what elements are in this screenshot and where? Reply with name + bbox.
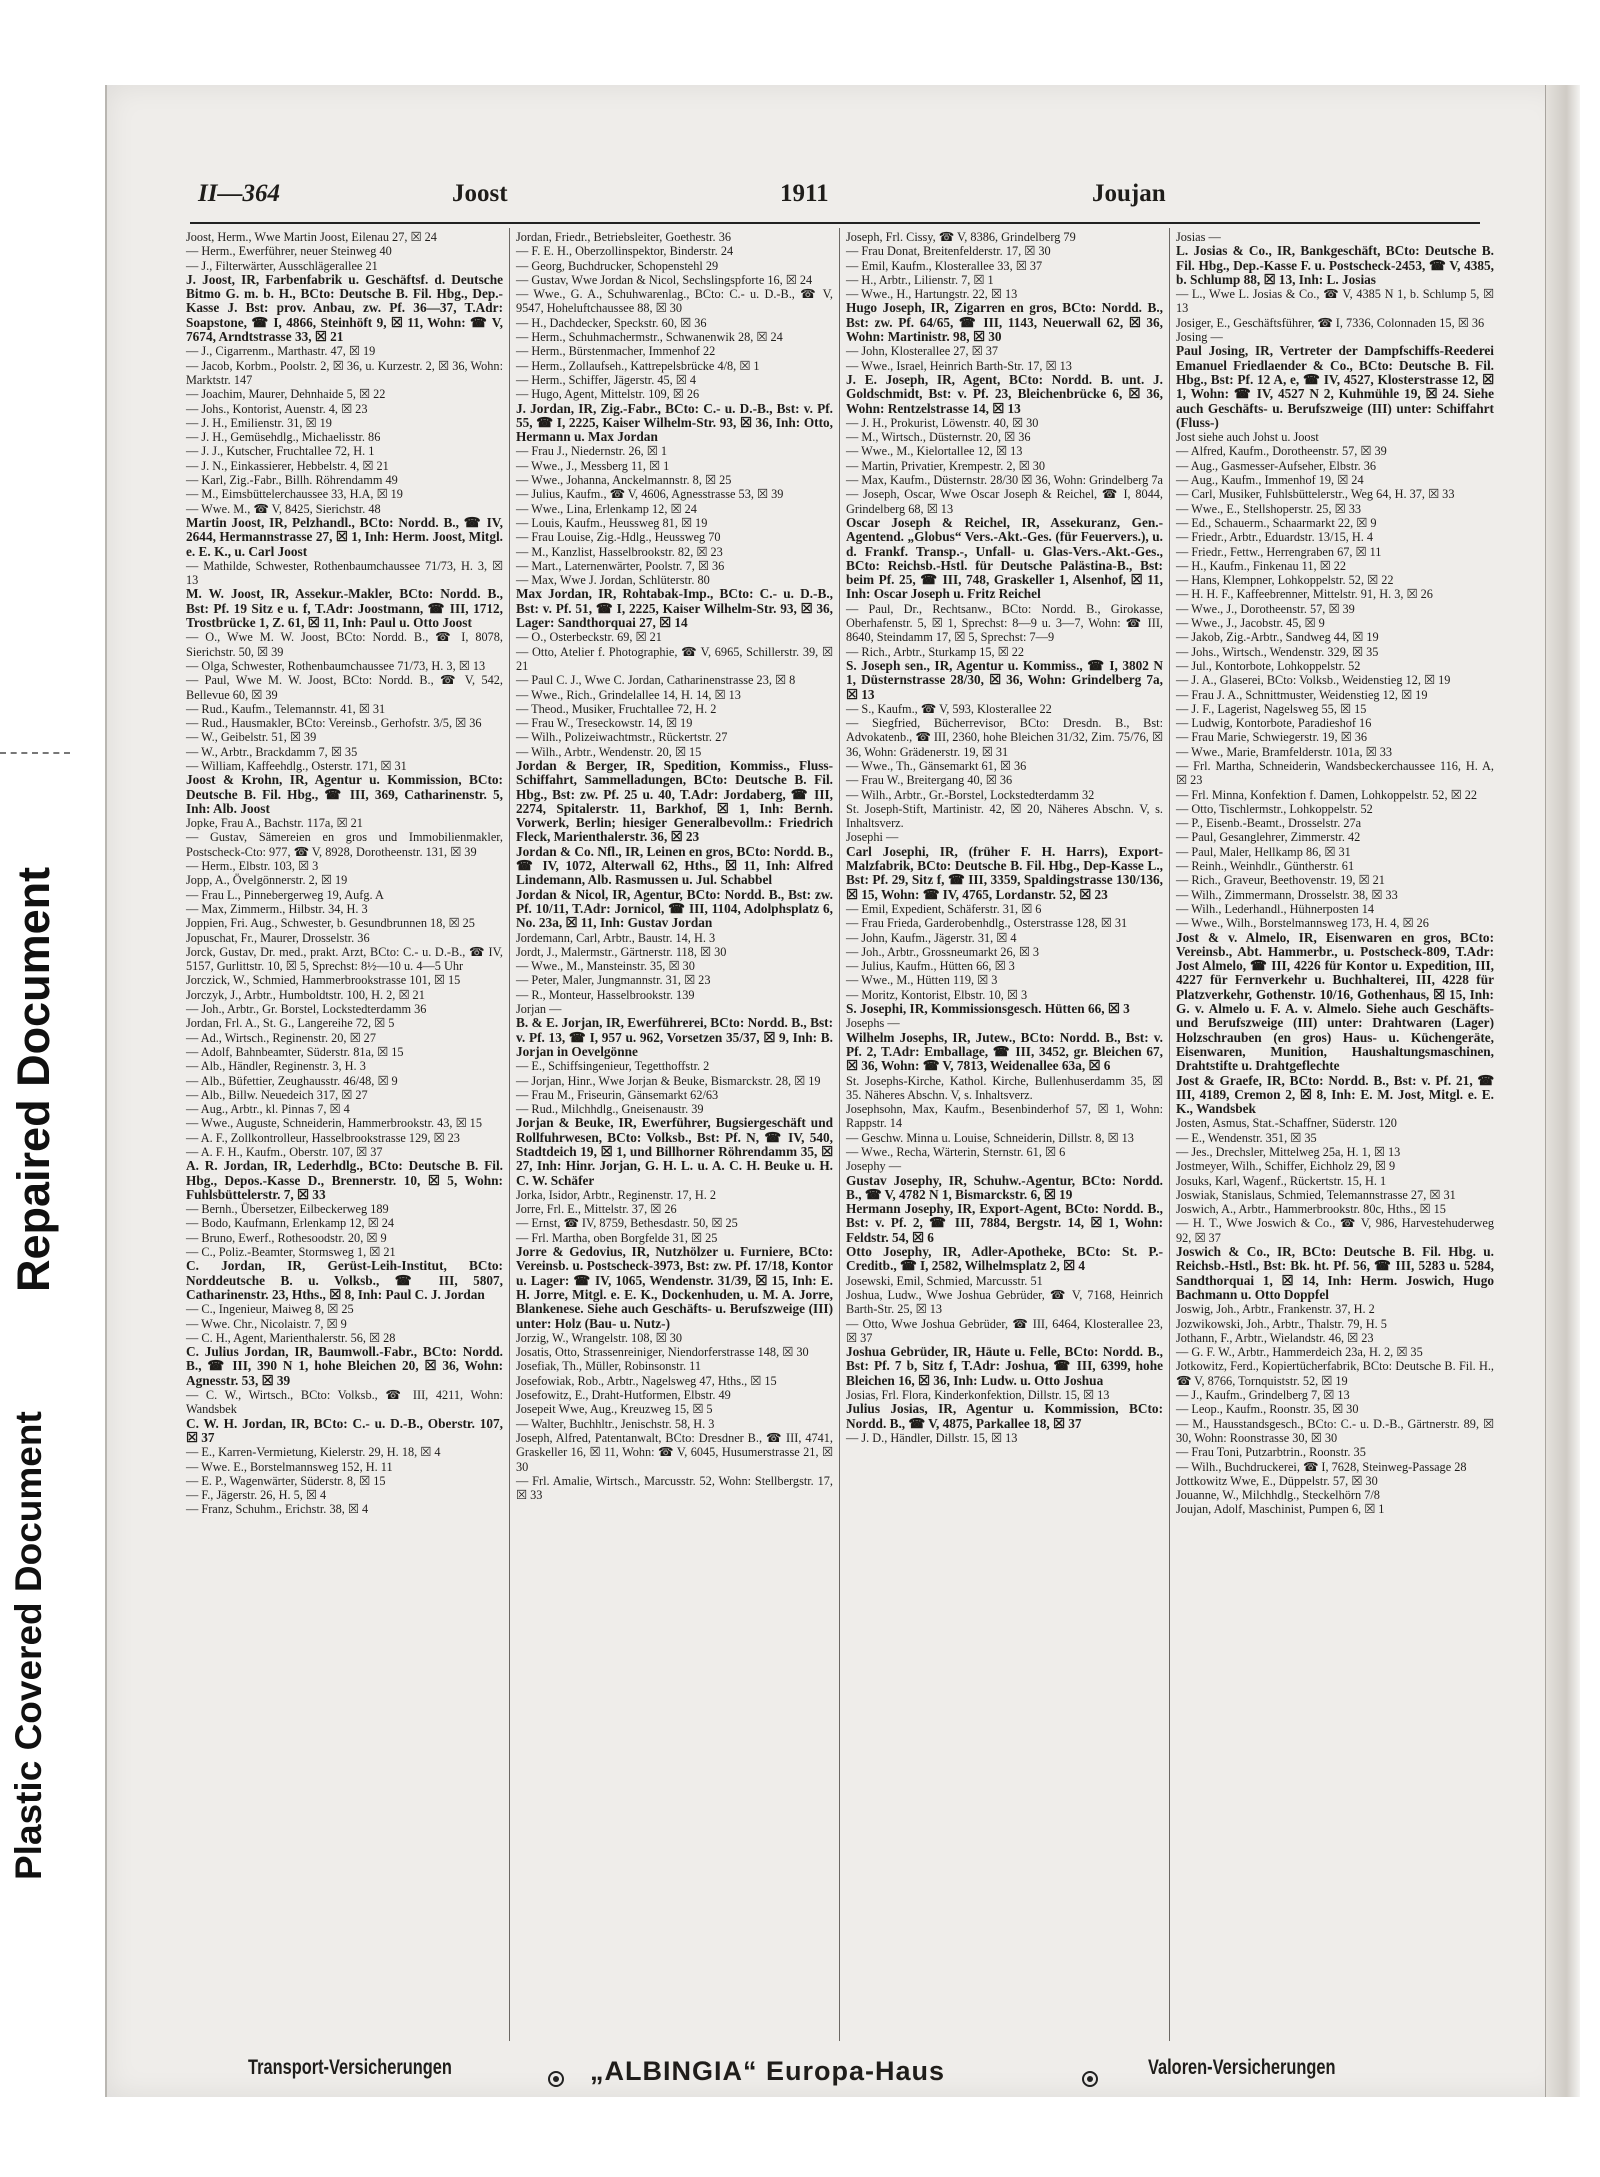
directory-entry: Joseph, Frl. Cissy, ☎ V, 8386, Grindelberg 79 xyxy=(846,230,1076,244)
directory-entry: — E., Karren-Vermietung, Kielerstr. 29, H. 18, ☒ 4 xyxy=(186,1445,441,1460)
directory-entry: Joswig, Joh., Arbtr., Frankenstr. 37, H. 2 xyxy=(1176,1302,1375,1317)
directory-entry: Joujan, Adolf, Maschinist, Pumpen 6, ☒ 1 xyxy=(1176,1502,1385,1517)
directory-entry: — C. H., Agent, Marienthalerstr. 56, ☒ 28 xyxy=(186,1330,396,1345)
directory-entry: — O., Osterbeckstr. 69, ☒ 21 xyxy=(516,630,662,645)
directory-entry: Jordan & Berger, IR, Spedition, Kommiss., Fluss-Schiffahrt, Sammelladungen, BCto: Deutsche B. Fil. Hbg., Bst: zw. Pf. 25 u. 40, T.Adr: Jordaberg, ☎ III, 2274, Spitalerstr. 11, Barkhof, ☒ 1, Inh: Bernh. Vorwerk, Berlin; hiesiger Generalbevollm.: Friedrich Fleck, Marienthalerstr. 36, ☒ 23 xyxy=(516,757,833,845)
directory-entry: — Karl, Zig.-Fabr., Billh. Röhrendamm 49 xyxy=(186,473,398,488)
directory-entry: Josefiak, Th., Müller, Robinsonstr. 11 xyxy=(516,1359,701,1374)
directory-entry: Jorzig, W., Wrangelstr. 108, ☒ 30 xyxy=(516,1330,683,1345)
directory-entry: — J. N., Einkassierer, Hebbelstr. 4, ☒ 21 xyxy=(186,458,389,473)
directory-entry: — Alb., Billw. Neuedeich 317, ☒ 27 xyxy=(186,1087,368,1102)
directory-entry: — Johs., Wirtsch., Wendenstr. 329, ☒ 35 xyxy=(1176,644,1379,659)
column-4 xyxy=(1170,228,1500,2041)
directory-entry: — Rich., Graveur, Beethovenstr. 19, ☒ 21 xyxy=(1176,873,1385,888)
directory-entry: — J. J., Kutscher, Fruchtallee 72, H. 1 xyxy=(186,444,375,459)
directory-entry: Julius Josias, IR, Agentur u. Kommission, BCto: Nordd. B., ☎ V, 4875, Parkallee 18, ☒ 37 xyxy=(846,1401,1163,1431)
directory-entry: — Geschw. Minna u. Louise, Schneiderin, Dillstr. 8, ☒ 13 xyxy=(846,1130,1134,1145)
directory-entry: Jorczick, W., Schmied, Hammerbrookstrasse 101, ☒ 15 xyxy=(186,973,461,988)
directory-entry: — Otto, Wwe Joshua Gebrüder, ☎ III, 6464, Klosterallee 23, ☒ 37 xyxy=(846,1316,1163,1345)
directory-entry: — Wwe., Johanna, Anckelmannstr. 8, ☒ 25 xyxy=(516,473,732,488)
directory-entry: A. R. Jordan, IR, Lederhdlg., BCto: Deutsche B. Fil. Hbg., Depos.-Kasse D., Brennerstr. 10, ☒ 5, Wohn: Fuhlsbüttelerstr. 7, ☒ 33 xyxy=(186,1158,503,1202)
directory-entry: — L., Wwe L. Josias & Co., ☎ V, 4385 N 1, b. Schlump 5, ☒ 13 xyxy=(1176,287,1494,316)
directory-entry: — J. D., Händler, Dillstr. 15, ☒ 13 xyxy=(846,1430,1018,1445)
directory-entry: — C. W., Wirtsch., BCto: Volksb., ☎ III, 4211, Wohn: Wandsbek xyxy=(186,1388,503,1417)
directory-entry: S. Josephi, IR, Kommissionsgesch. Hütten 66, ☒ 3 xyxy=(846,1001,1130,1017)
directory-entry: Josatis, Otto, Strassenreiniger, Niendorferstrasse 148, ☒ 30 xyxy=(516,1345,809,1360)
directory-entry: — Joseph, Oscar, Wwe Oscar Joseph & Reichel, ☎ I, 8044, Grindelberg 68, ☒ 13 xyxy=(846,487,1163,516)
repaired-document-label: Repaired Document xyxy=(8,866,59,1292)
plastic-covered-document-label: Plastic Covered Document xyxy=(8,1411,49,1880)
directory-entry: Jordan, Friedr., Betriebsleiter, Goethestr. 36 xyxy=(516,230,731,244)
directory-entry: Martin Joost, IR, Pelzhandl., BCto: Nordd. B., ☎ IV, 2644, Hermannstrasse 27, ☒ 1, Inh: Herm. Joost, Mitgl. e. E. K., u. Carl Joost xyxy=(186,514,503,559)
directory-entry: — Rud., Hausmakler, BCto: Vereinsb., Gerhofstr. 3/5, ☒ 36 xyxy=(186,716,482,731)
directory-entry: L. Josias & Co., IR, Bankgeschäft, BCto: Deutsche B. Fil. Hbg., Dep.-Kasse F. u. Postscheck-2453, ☎ V, 4385, b. Schlump 88, ☒ 13, Inh: L. Josias xyxy=(1176,243,1494,287)
directory-entry: — Paul C. J., Wwe C. Jordan, Catharinenstrasse 23, ☒ 8 xyxy=(516,673,796,688)
column-2 xyxy=(510,228,840,2041)
directory-entry: — John, Kaufm., Jägerstr. 31, ☒ 4 xyxy=(846,930,1017,945)
directory-entry: — Peter, Maler, Jungmannstr. 31, ☒ 23 xyxy=(516,973,711,988)
directory-entry: B. & E. Jorjan, IR, Ewerführerei, BCto: Nordd. B., Bst: v. Pf. 13, ☎ I, 957 u. 962, Vorsetzen 35/37, ☒ 9, Inh: B. Jorjan in Oevelgönne xyxy=(516,1015,833,1059)
directory-entry: — C., Ingenieur, Maiweg 8, ☒ 25 xyxy=(186,1302,354,1317)
directory-entry: — Emil, Expedient, Schäferstr. 31, ☒ 6 xyxy=(846,901,1042,916)
directory-entry: — Paul, Wwe M. W. Joost, BCto: Nordd. B., ☎ V, 542, Bellevue 60, ☒ 39 xyxy=(186,673,503,702)
footer-right-text: Valoren-Versicherungen xyxy=(1148,2056,1336,2079)
directory-entry: — Walter, Buchhltr., Jenischstr. 58, H. 3 xyxy=(516,1416,715,1431)
directory-entry: — Bernh., Übersetzer, Eilbeckerweg 189 xyxy=(186,1202,389,1217)
directory-entry: — Jul., Kontorbote, Lohkoppelstr. 52 xyxy=(1176,658,1361,673)
directory-entry: — Joh., Arbtr., Gr. Borstel, Lockstedterdamm 36 xyxy=(186,1002,427,1017)
footer-left-text: Transport-Versicherungen xyxy=(248,2056,452,2079)
directory-entry: — H., Arbtr., Lilienstr. 7, ☒ 1 xyxy=(846,272,994,287)
directory-entry: — Frau Louise, Zig.-Hdlg., Heussweg 70 xyxy=(516,530,721,545)
directory-entry: Gustav Josephy, IR, Schuhw.-Agentur, BCto: Nordd. B., ☎ V, 4782 N 1, Bismarckstr. 6, ☒ 19 xyxy=(846,1172,1163,1202)
directory-entry: — Alb., Händler, Reginenstr. 3, H. 3 xyxy=(186,1059,366,1074)
directory-entry: — Frau Marie, Schwiegerstr. 19, ☒ 36 xyxy=(1176,730,1368,745)
page-edge xyxy=(1545,85,1580,2097)
directory-entry: — Carl, Musiker, Fuhlsbüttelerstr., Weg 64, H. 37, ☒ 33 xyxy=(1176,487,1455,502)
directory-entry: Paul Josing, IR, Vertreter der Dampfschiffs-Reederei Emanuel Friedlaender & Co., BCto: Deutsche B. Fil. Hbg., Bst: Pf. 12 A, e, ☎ IV, 4527, Klosterstrasse 12, ☒ 1, Wohn: ☎ IV, 4527 N 2, Kuhmühle 19, ☒ 24. Siehe auch Geschäfts- u. Berufszweige (III) unter: Schiffahrt (Fluss-) xyxy=(1176,343,1494,430)
directory-entry: — Wilh., Arbtr., Gr.-Borstel, Lockstedterdamm 32 xyxy=(846,787,1095,802)
directory-entry: — H. T., Wwe Joswich & Co., ☎ V, 986, Harvestehuderweg 92, ☒ 37 xyxy=(1176,1216,1494,1245)
directory-entry: — Rud., Milchhdlg., Gneisenaustr. 39 xyxy=(516,1102,704,1117)
directory-entry: Josephsohn, Max, Kaufm., Besenbinderhof 57, ☒ 1, Wohn: Rappstr. 14 xyxy=(846,1102,1163,1131)
directory-entry: Jorczyk, J., Arbtr., Humboldtstr. 100, H. 2, ☒ 21 xyxy=(186,987,425,1002)
directory-entry: — Wwe. M., ☎ V, 8425, Sierichstr. 48 xyxy=(186,501,381,516)
directory-entry: — Jacob, Korbm., Poolstr. 2, ☒ 36, u. Kurzestr. 2, ☒ 36, Wohn: Marktstr. 147 xyxy=(186,358,503,387)
directory-entry: Jost & v. Almelo, IR, Eisenwaren en gros, BCto: Vereinsb., Abt. Hammerbr., u. Postscheck-809, T.Adr: Jost Almelo, ☎ III, 4226 für Kontor u. Expedition, III, 4227 für Fernverkehr u. Buchhalterei, III, 4228 für Platzverkehr, Gothenstr. 10/16, Gothenhaus, ☒ 15, Inh: G. v. Almelo u. F. A. v. Almelo. Siehe auch Geschäfts- und Berufszweige (III) unter: Drahtwaren (Lager) Holzschrauben (en gros) Haus- u. Küchengeräte, Eisenwaren, Munition, Haushaltungsmaschinen, Drahtstifte u. Drahtgeflechte xyxy=(1176,929,1494,1074)
directory-entry: — J., Cigarrenm., Marthastr. 47, ☒ 19 xyxy=(186,344,376,359)
directory-entry: — Georg, Buchdrucker, Schopenstehl 29 xyxy=(516,258,719,273)
directory-entry: Jotkowitz, Ferd., Kopiertücherfabrik, BCto: Deutsche B. Fil. H., ☎ V, 8766, Tornquiststr. 52, ☒ 19 xyxy=(1176,1359,1494,1388)
directory-entry: Joost, Herm., Wwe Martin Joost, Eilenau 27, ☒ 24 xyxy=(186,230,437,244)
directory-entry: Hermann Josephy, IR, Export-Agent, BCto: Nordd. B., Bst: v. Pf. 2, ☎ III, 7884, Bergstr. 14, ☒ 1, Wohn: Feldstr. 54, ☒ 6 xyxy=(846,1201,1163,1245)
directory-entry: — Frau W., Breitergang 40, ☒ 36 xyxy=(846,773,1013,788)
directory-entry: Josephs — xyxy=(846,1016,900,1031)
directory-entry: Hugo Joseph, IR, Zigarren en gros, BCto: Nordd. B., Bst: zw. Pf. 64/65, ☎ III, 1143, Neuerwall 62, ☒ 36, Wohn: Martinistr. 98, ☒ 30 xyxy=(846,300,1163,345)
directory-entry: J. Jordan, IR, Zig.-Fabr., BCto: C.- u. D.-B., Bst: v. Pf. 55, ☎ I, 2225, Kaiser Wilhelm-Str. 93, ☒ 36, Inh: Otto, Hermann u. Max Jordan xyxy=(516,400,833,445)
directory-entry: Jordt, J., Malermstr., Gärtnerstr. 118, ☒ 30 xyxy=(516,944,727,959)
directory-entry: — Hugo, Agent, Mittelstr. 109, ☒ 26 xyxy=(516,387,700,402)
directory-entry: Joshua Gebrüder, IR, Häute u. Felle, BCto: Nordd. B., Bst: Pf. 7 b, Sitz f, T.Adr: Joshua, ☎ III, 6399, hohe Bleichen 16, ☒ 36, Inh: Ludw. u. Otto Joshua xyxy=(846,1344,1163,1388)
directory-entry: — O., Wwe M. W. Joost, BCto: Nordd. B., ☎ I, 8078, Sierichstr. 50, ☒ 39 xyxy=(186,630,503,659)
directory-entry: — Wwe., Wilh., Borstelmannsweg 173, H. 4, ☒ 26 xyxy=(1176,916,1429,931)
directory-entry: — M., Wirtsch., Düsternstr. 20, ☒ 36 xyxy=(846,430,1031,445)
directory-entry: — Wwe., E., Stellshoperstr. 25, ☒ 33 xyxy=(1176,501,1361,516)
directory-entry: — Johs., Kontorist, Auenstr. 4, ☒ 23 xyxy=(186,401,368,416)
directory-entry: Joswiak, Stanislaus, Schmied, Telemannstrasse 27, ☒ 31 xyxy=(1176,1187,1456,1202)
directory-entry: — Friedr., Arbtr., Eduardstr. 13/15, H. 4 xyxy=(1176,530,1374,545)
directory-entry: Jordan & Nicol, IR, Agentur, BCto: Nordd. B., Bst: zw. Pf. 10/11, T.Adr: Jornicol, ☎ III, 1104, Adolphsplatz 6, No. 23a, ☒ 11, Inh: Gustav Jordan xyxy=(516,886,833,931)
directory-entry: Jopuschat, Fr., Maurer, Drosselstr. 36 xyxy=(186,930,370,945)
directory-entry: — Jakob, Zig.-Arbtr., Sandweg 44, ☒ 19 xyxy=(1176,630,1379,645)
directory-entry: — Frau L., Pinnebergerweg 19, Aufg. A xyxy=(186,887,384,902)
directory-entry: — F., Jägerstr. 26, H. 5, ☒ 4 xyxy=(186,1488,327,1503)
directory-entry: — Ed., Schauerm., Schaarmarkt 22, ☒ 9 xyxy=(1176,515,1377,530)
directory-entry: Jordan & Co. Nfl., IR, Leinen en gros, BCto: Nordd. B., ☎ IV, 1072, Alterwall 62, Hths., ☒ 11, Inh: Alfred Lindemann, Alb. Rasmussen u. Jul. Schabbel xyxy=(516,843,833,888)
directory-entry: — M., Hausstandsgesch., BCto: C.- u. D.-B., Gärtnerstr. 89, ☒ 30, Wohn: Roonstrasse 30, ☒ 30 xyxy=(1176,1416,1494,1445)
directory-entry: — Wwe. Chr., Nicolaistr. 7, ☒ 9 xyxy=(186,1316,347,1331)
directory-entry: — Herm., Ewerführer, neuer Steinweg 40 xyxy=(186,244,392,259)
directory-entry: Jozwikowski, Joh., Arbtr., Thalstr. 79, H. 5 xyxy=(1176,1316,1387,1331)
directory-entry: — Rich., Arbtr., Sturkamp 15, ☒ 22 xyxy=(846,644,1025,659)
directory-entry: — Max, Wwe J. Jordan, Schlüterstr. 80 xyxy=(516,573,710,588)
directory-entry: — Wilh., Zimmermann, Drosselstr. 38, ☒ 33 xyxy=(1176,887,1398,902)
directory-entry: — Bodo, Kaufmann, Erlenkamp 12, ☒ 24 xyxy=(186,1216,395,1231)
directory-entry: — Bruno, Ewerf., Rothesoodstr. 20, ☒ 9 xyxy=(186,1230,387,1245)
directory-entry: Josias, Frl. Flora, Kinderkonfektion, Dillstr. 15, ☒ 13 xyxy=(846,1388,1110,1403)
directory-entry: — J. F., Lagerist, Nagelsweg 55, ☒ 15 xyxy=(1176,701,1367,716)
directory-entry: — Otto, Atelier f. Photographie, ☎ V, 6965, Schillerstr. 39, ☒ 21 xyxy=(516,644,833,673)
directory-entry: — M., Kanzlist, Hasselbrookstr. 82, ☒ 23 xyxy=(516,544,723,559)
cut-line xyxy=(0,752,70,754)
directory-entry: — J., Kaufm., Grindelberg 7, ☒ 13 xyxy=(1176,1388,1350,1403)
directory-entry: Josewski, Emil, Schmied, Marcusstr. 51 xyxy=(846,1273,1043,1288)
directory-entry: — Frau M., Friseurin, Gänsemarkt 62/63 xyxy=(516,1087,719,1102)
directory-entry: — Moritz, Kontorist, Elbstr. 10, ☒ 3 xyxy=(846,987,1028,1002)
directory-entry: Carl Josephi, IR, (früher F. H. Harrs), Export-Malzfabrik, BCto: Deutsche B. Fil. Hbg., Dep-Kasse L., Bst: Pf. 29, Sitz f, ☎ III, 3359, Spaldingstrasse 130/136, ☒ 15, Wohn: ☎ IV, 4765, Lordanstr. 52, ☒ 23 xyxy=(846,843,1163,902)
directory-entry: — Wwe., Recha, Wärterin, Sternstr. 61, ☒ 6 xyxy=(846,1145,1066,1159)
directory-entry: — Alfred, Kaufm., Dorotheenstr. 57, ☒ 39 xyxy=(1176,444,1387,459)
directory-entry: — J., Filterwärter, Ausschlägerallee 21 xyxy=(186,258,378,273)
directory-entry: — Wwe. E., Borstelmannsweg 152, H. 11 xyxy=(186,1459,393,1474)
directory-entry: — Wwe., M., Hütten 119, ☒ 3 xyxy=(846,973,998,988)
directory-entry: Josing — xyxy=(1176,330,1223,345)
directory-entry: St. Joseph-Stift, Martinistr. 42, ☒ 20, Näheres Abschn. V, s. Inhaltsverz. xyxy=(846,801,1163,831)
directory-entry: — Wwe., Rich., Grindelallee 14, H. 14, ☒ 13 xyxy=(516,687,741,702)
directory-entry: — Wwe., Auguste, Schneiderin, Hammerbrookstr. 43, ☒ 15 xyxy=(186,1116,482,1131)
directory-entry: — Mathilde, Schwester, Rothenbaumchaussee 71/73, H. 3, ☒ 13 xyxy=(186,558,503,588)
directory-entry: C. W. H. Jordan, IR, BCto: C.- u. D.-B., Oberstr. 107, ☒ 37 xyxy=(186,1415,503,1445)
directory-entry: — Frau Toni, Putzarbtrin., Roonstr. 35 xyxy=(1176,1445,1366,1460)
directory-entry: — Frau Frieda, Garderobenhdlg., Osterstrasse 128, ☒ 31 xyxy=(846,916,1128,931)
directory-entry: — Franz, Schuhm., Erichstr. 38, ☒ 4 xyxy=(186,1502,369,1517)
directory-entry: — H., Kaufm., Finkenau 11, ☒ 22 xyxy=(1176,558,1347,573)
directory-entry: — Leop., Kaufm., Roonstr. 35, ☒ 30 xyxy=(1176,1402,1359,1417)
directory-entry: — R., Monteur, Hasselbrookstr. 139 xyxy=(516,987,695,1002)
directory-entry: — Julius, Kaufm., Hütten 66, ☒ 3 xyxy=(846,959,1015,974)
directory-entry: — Wwe., J., Jacobstr. 45, ☒ 9 xyxy=(1176,616,1325,631)
directory-entry: Jopke, Frau A., Bachstr. 117a, ☒ 21 xyxy=(186,816,363,831)
directory-entry: J. Joost, IR, Farbenfabrik u. Geschäftsf. d. Deutsche Bitmo G. m. b. H., BCto: Deutsche B. Fil. Hbg., Dep.-Kasse J. Bst: prov. Anbau, zw. Pf. 36—37, T.Adr: Soapstone, ☎ I, 4866, Steinhöft 9, ☒ 11, Wohn: ☎ V, 7674, Arndtstrasse 33, ☒ 21 xyxy=(186,271,503,345)
directory-entry: Joswich, A., Arbtr., Hammerbrookstr. 80c, Hths., ☒ 15 xyxy=(1176,1202,1446,1217)
directory-entry: — William, Kaffeehdlg., Osterstr. 171, ☒ 31 xyxy=(186,758,407,773)
directory-entry: Joppien, Fri. Aug., Schwester, b. Gesundbrunnen 18, ☒ 25 xyxy=(186,916,475,931)
directory-entry: Jorjan & Beuke, IR, Ewerführer, Bugsiergeschäft und Rollfuhrwesen, BCto: Volksb., Bst: Pf. N, ☎ IV, 540, Stadtdeich 19, ☒ 1, und Billhorner Röhrendamm 35, ☒ 27, Inh: Hinr. Jorjan, G. H. L. u. A. C. H. Beuke u. H. C. W. Schäfer xyxy=(516,1115,833,1188)
directory-entry: — Ludwig, Kontorbote, Paradieshof 16 xyxy=(1176,716,1372,731)
directory-entry: — Olga, Schwester, Rothenbaumchaussee 71/73, H. 3, ☒ 13 xyxy=(186,658,486,673)
directory-entry: — P., Eisenb.-Beamt., Drosselstr. 27a xyxy=(1176,816,1362,831)
ring-ornament-icon xyxy=(1082,2071,1098,2087)
directory-entry: Joshua, Ludw., Wwe Joshua Gebrüder, ☎ V, 7168, Heinrich Barth-Str. 25, ☒ 13 xyxy=(846,1287,1163,1317)
directory-entry: Otto Josephy, IR, Adler-Apotheke, BCto: St. P.-Creditb., ☎ I, 2582, Wilhelmsplatz 2, ☒ 4 xyxy=(846,1244,1163,1274)
directory-entry: Jorjan — xyxy=(516,1002,562,1017)
directory-entry: — C., Poliz.-Beamter, Stormsweg 1, ☒ 21 xyxy=(186,1245,396,1260)
first-entry-name: Joost xyxy=(452,180,508,207)
directory-entry: — Gustav, Sämereien en gros und Immobilienmakler, Postscheck-Cto: 977, ☎ V, 8928, Dorotheenstr. 131, ☒ 39 xyxy=(186,830,503,859)
directory-entry: Oscar Joseph & Reichel, IR, Assekuranz, Gen.-Agentend. „Globus“ Vers.-Akt.-Ges. (für Feuervers.), u. d. Frankf. Transp.-, Unfall- u. Glas-Vers.-Akt.-Ges., BCto: Reichsb.-Hstl. für Deutsche Palästina-B., Bst: beim Pf. 25, ☎ III, 748, Graskeller 1, Alsenhof, ☒ 11, Inh: Oscar Joseph u. Fritz Reichel xyxy=(846,514,1163,602)
directory-entry: Joseph, Alfred, Patentanwalt, BCto: Dresdner B., ☎ III, 4741, Graskeller 16, ☒ 11, Wohn: ☎ V, 6045, Husumerstrasse 21, ☒ 30 xyxy=(516,1430,833,1474)
directory-entry: Jost & Graefe, IR, BCto: Nordd. B., Bst: v. Pf. 21, ☎ III, 4189, Cremon 2, ☒ 8, Inh: E. M. Jost, Mitgl. e. E. K., Wandsbek xyxy=(1176,1072,1494,1117)
directory-entry: — J. H., Gemüsehdlg., Michaelisstr. 86 xyxy=(186,430,381,445)
directory-entry: — Paul, Gesanglehrer, Zimmerstr. 42 xyxy=(1176,830,1361,845)
directory-entry: — Wwe., H., Hartungstr. 22, ☒ 13 xyxy=(846,287,1018,302)
directory-entry: Jouanne, W., Milchhdlg., Steckelhörn 7/8 xyxy=(1176,1488,1380,1503)
directory-entry: — Frl. Minna, Konfektion f. Damen, Lohkoppelstr. 52, ☒ 22 xyxy=(1176,787,1477,802)
directory-entry: — Frau J., Niedernstr. 26, ☒ 1 xyxy=(516,444,668,459)
directory-entry: — E., Schiffsingenieur, Tegetthoffstr. 2 xyxy=(516,1059,710,1074)
directory-entry: — Hans, Klempner, Lohkoppelstr. 52, ☒ 22 xyxy=(1176,573,1394,588)
directory-entry: — Alb., Büfettier, Zeughausstr. 46/48, ☒ 9 xyxy=(186,1073,398,1088)
directory-entry: — Paul, Dr., Rechtsanw., BCto: Nordd. B., Girokasse, Oberhafenstr. 5, ☒ 1, Sprechst: 8—9 u. 3—7, Wohn: ☎ III, 8640, Steindamm 17, ☒ 5, Sprechst: 7—9 xyxy=(846,601,1163,645)
directory-entry: — Aug., Arbtr., kl. Pinnas 7, ☒ 4 xyxy=(186,1102,350,1117)
directory-entry: — Rud., Kaufm., Telemannstr. 41, ☒ 31 xyxy=(186,701,386,716)
directory-entry: — Emil, Kaufm., Klosterallee 33, ☒ 37 xyxy=(846,258,1043,273)
directory-entry: — W., Arbtr., Brackdamm 7, ☒ 35 xyxy=(186,744,358,759)
directory-entry: — Herm., Schiffer, Jägerstr. 45, ☒ 4 xyxy=(516,372,697,387)
directory-entry: — J. A., Glaserei, BCto: Volksb., Weidenstieg 12, ☒ 19 xyxy=(1176,673,1451,688)
directory-entry: — Wwe., J., Messberg 11, ☒ 1 xyxy=(516,458,670,473)
directory-entry: — Wilh., Polizeiwachtmstr., Rückertstr. 27 xyxy=(516,730,728,745)
directory-entry: — Frl. Martha, oben Borgfelde 31, ☒ 25 xyxy=(516,1230,718,1245)
directory-entry: — H., Dachdecker, Speckstr. 60, ☒ 36 xyxy=(516,315,707,330)
column-1 xyxy=(180,228,510,2041)
directory-entry: — A. F., Zollkontrolleur, Hasselbrookstrasse 129, ☒ 23 xyxy=(186,1130,460,1145)
directory-entry: — Ernst, ☎ IV, 8759, Bethesdastr. 50, ☒ 25 xyxy=(516,1216,738,1231)
directory-entry: Josten, Asmus, Stat.-Schaffner, Süderstr. 120 xyxy=(1176,1116,1397,1131)
directory-entry: — Siegfried, Bücherrevisor, BCto: Dresdn. B., Bst: Advokatenb., ☎ III, 2360, hohe Bleichen 31/32, Zim. 75/76, ☒ 36, Wohn: Grädenerstr. 19, ☒ 31 xyxy=(846,716,1163,759)
directory-entry: — Ad., Wirtsch., Reginenstr. 20, ☒ 27 xyxy=(186,1030,376,1045)
directory-entry: — Wilh., Buchdruckerei, ☎ I, 7628, Steinweg-Passage 28 xyxy=(1176,1459,1467,1474)
directory-entry: — Reinh., Weinhdlr., Güntherstr. 61 xyxy=(1176,859,1355,874)
directory-entry: — Louis, Kaufm., Heussweg 81, ☒ 19 xyxy=(516,515,708,530)
directory-entry: C. Jordan, IR, Gerüst-Leih-Institut, BCto: Norddeutsche B. u. Volksb., ☎ III, 5807, Catharinenstr. 23, Hths., ☒ 8, Inh: Paul C. J. Jordan xyxy=(186,1258,503,1302)
directory-entry: — John, Klosterallee 27, ☒ 37 xyxy=(846,344,999,359)
page-header xyxy=(190,180,1480,220)
directory-entry: — Friedr., Fettw., Herrengraben 67, ☒ 11 xyxy=(1176,544,1382,559)
directory-entry: — Frl. Amalie, Wirtsch., Marcusstr. 52, Wohn: Stellbergstr. 17, ☒ 33 xyxy=(516,1473,833,1503)
directory-entry: Josias — xyxy=(1176,230,1221,244)
directory-entry: — Wwe., Marie, Bramfelderstr. 101a, ☒ 33 xyxy=(1176,744,1393,759)
directory-entry: Josuks, Karl, Wagenf., Rückertstr. 15, H. 1 xyxy=(1176,1173,1387,1188)
directory-entry: — Max, Kaufm., Düsternstr. 28/30 ☒ 36, Wohn: Grindelberg 7a xyxy=(846,473,1163,488)
directory-entry: Jost siehe auch Johst u. Joost xyxy=(1176,430,1319,445)
directory-entry: Jorre, Frl. E., Mittelstr. 37, ☒ 26 xyxy=(516,1202,677,1217)
directory-entry: Jothann, F., Arbtr., Wielandstr. 46, ☒ 23 xyxy=(1176,1330,1374,1345)
directory-entry: — G. F. W., Arbtr., Hammerdeich 23a, H. 2, ☒ 35 xyxy=(1176,1345,1423,1360)
directory-entry: — Jes., Drechsler, Mittelweg 25a, H. 1, ☒ 13 xyxy=(1176,1145,1401,1159)
directory-entry: — Wilh., Arbtr., Wendenstr. 20, ☒ 15 xyxy=(516,744,702,759)
directory-entry: — S., Kaufm., ☎ V, 593, Klosterallee 22 xyxy=(846,701,1052,716)
directory-entry: — F. E. H., Oberzollinspektor, Binderstr. 24 xyxy=(516,244,734,259)
directory-entry: — Aug., Gasmesser-Aufseher, Elbstr. 36 xyxy=(1176,458,1377,473)
directory-entry: — Frau J. A., Schnittmuster, Weidenstieg 12, ☒ 19 xyxy=(1176,687,1428,702)
page-number: II—364 xyxy=(198,180,280,207)
directory-entry: J. E. Joseph, IR, Agent, BCto: Nordd. B. unt. J. Goldschmidt, Bst: v. Pf. 23, Bleichenbrücke 6, ☒ 36, Wohn: Rentzelstrasse 14, ☒ 13 xyxy=(846,371,1163,416)
directory-entry: — Frau W., Treseckowstr. 14, ☒ 19 xyxy=(516,716,693,731)
directory-entry: Josefowitz, E., Draht-Hutformen, Elbstr. 49 xyxy=(516,1388,731,1403)
directory-entry: — Aug., Kaufm., Immenhof 19, ☒ 24 xyxy=(1176,473,1364,488)
column-3 xyxy=(840,228,1170,2041)
directory-entry: Jottkowitz Wwe, E., Düppelstr. 57, ☒ 30 xyxy=(1176,1473,1378,1488)
directory-entry: Max Jordan, IR, Rohtabak-Imp., BCto: C.- u. D.-B., Bst: v. Pf. 51, ☎ I, 2225, Kaiser Wilhelm-Str. 93, ☒ 36, Lager: Sandthorquai 27, ☒ 14 xyxy=(516,586,833,631)
footer-center-text: „ALBINGIA“ Europa-Haus xyxy=(590,2056,946,2086)
directory-entry: Jordan, Frl. A., St. G., Langereihe 72, ☒ 5 xyxy=(186,1016,395,1031)
directory-entry: — J. H., Emilienstr. 31, ☒ 19 xyxy=(186,415,332,430)
last-entry-name: Joujan xyxy=(1092,180,1166,207)
directory-entry: — Joh., Arbtr., Grossneumarkt 26, ☒ 3 xyxy=(846,944,1040,959)
directory-entry: — E. P., Wagenwärter, Süderstr. 8, ☒ 15 xyxy=(186,1473,386,1488)
directory-entry: — Mart., Laternenwärter, Poolstr. 7, ☒ 36 xyxy=(516,558,725,573)
directory-entry: — Julius, Kaufm., ☎ V, 4606, Agnesstrasse 53, ☒ 39 xyxy=(516,487,784,502)
directory-entry: — Max, Zimmerm., Hilbstr. 34, H. 3 xyxy=(186,901,368,916)
directory-entry: — J. H., Prokurist, Löwenstr. 40, ☒ 30 xyxy=(846,415,1039,430)
directory-entry: — Wwe., M., Mansteinstr. 35, ☒ 30 xyxy=(516,959,695,974)
directory-columns xyxy=(180,228,1500,2041)
directory-entry: — Frau Donat, Breitenfelderstr. 17, ☒ 30 xyxy=(846,244,1051,259)
directory-entry: — Wwe., J., Dorotheenstr. 57, ☒ 39 xyxy=(1176,601,1355,616)
directory-entry: — Joachim, Maurer, Dehnhaide 5, ☒ 22 xyxy=(186,387,386,402)
directory-entry: — Jorjan, Hinr., Wwe Jorjan & Beuke, Bismarckstr. 28, ☒ 19 xyxy=(516,1073,821,1088)
directory-entry: — Wwe., M., Kielortallee 12, ☒ 13 xyxy=(846,444,1023,459)
ring-ornament-icon xyxy=(548,2071,564,2087)
directory-entry: — E., Wendenstr. 351, ☒ 35 xyxy=(1176,1130,1317,1145)
directory-entry: Jorck, Gustav, Dr. med., prakt. Arzt, BCto: C.- u. D.-B., ☎ IV, 5157, Gurlittstr. 10, ☒ 5, Sprechst: 8½—10 u. 4—5 Uhr xyxy=(186,944,503,974)
directory-entry: — Herm., Elbstr. 103, ☒ 3 xyxy=(186,859,319,874)
directory-entry: — H. H. F., Kaffeebrenner, Mittelstr. 91, H. 3, ☒ 26 xyxy=(1176,587,1433,602)
directory-entry: — A. F. H., Kaufm., Oberstr. 107, ☒ 37 xyxy=(186,1145,383,1159)
directory-entry: Josiger, E., Geschäftsführer, ☎ I, 7336, Colonnaden 15, ☒ 36 xyxy=(1176,315,1485,330)
directory-entry: Joswich & Co., IR, BCto: Deutsche B. Fil. Hbg. u. Reichsb.-Hstl., Bst: Bk. ht. Pf. 56, ☎ III, 5283 u. 5284, Sandthorquai 1, ☒ 14, Inh: Herm. Joswich, Hugo Bachmann u. Otto Doppfel xyxy=(1176,1244,1494,1302)
directory-entry: — Herm., Bürstenmacher, Immenhof 22 xyxy=(516,344,716,359)
directory-entry: — Otto, Tischlermstr., Lohkoppelstr. 52 xyxy=(1176,801,1373,816)
directory-entry: — Theod., Musiker, Fruchtallee 72, H. 2 xyxy=(516,701,717,716)
directory-entry: Jorre & Gedovius, IR, Nutzhölzer u. Furniere, BCto: Vereinsb. u. Postscheck-3973, Bst: zw. Pf. 17/18, Kontor u. Lager: ☎ IV, 1065, Wendenstr. 31/39, ☒ 15, Inh: E. H. Jorre, Mitgl. e. E. K., Dockenhuden, u. M. A. Jorre, Blankenese. Siehe auch Geschäfts- u. Berufszweige (III) unter: Holz (Bau- u. Nutz-) xyxy=(516,1244,833,1331)
directory-entry: — Wwe., Th., Gänsemarkt 61, ☒ 36 xyxy=(846,758,1027,773)
directory-entry: — Martin, Privatier, Krempestr. 2, ☒ 30 xyxy=(846,458,1046,473)
directory-entry: Josephi — xyxy=(846,830,899,845)
directory-entry: C. Julius Jordan, IR, Baumwoll.-Fabr., BCto: Nordd. B., ☎ III, 390 N 1, hohe Bleichen 20, ☒ 36, Wohn: Agnesstr. 53, ☒ 39 xyxy=(186,1344,503,1388)
directory-entry: Josefowiak, Rob., Arbtr., Nagelsweg 47, Hths., ☒ 15 xyxy=(516,1373,777,1388)
advertisement-footer xyxy=(190,2048,1480,2094)
directory-year: 1911 xyxy=(780,180,829,207)
directory-entry: — Adolf, Bahnbeamter, Süderstr. 81a, ☒ 15 xyxy=(186,1044,404,1059)
directory-entry: Jorka, Isidor, Arbtr., Reginenstr. 17, H. 2 xyxy=(516,1187,716,1202)
directory-entry: Jostmeyer, Wilh., Schiffer, Eichholz 29, ☒ 9 xyxy=(1176,1159,1396,1174)
directory-entry: — M., Eimsbüttelerchaussee 33, H.A, ☒ 19 xyxy=(186,487,403,502)
directory-entry: S. Joseph sen., IR, Agentur u. Kommiss., ☎ I, 3802 N 1, Düsternstrasse 28/30, ☒ 36, Wohn: Grindelberg 7a, ☒ 13 xyxy=(846,657,1163,702)
directory-entry: M. W. Joost, IR, Assekur.-Makler, BCto: Nordd. B., Bst: Pf. 19 Sitz e u. f, T.Adr: Joostmann, ☎ III, 1712, Trostbrücke 1, Z. 61, ☒ 11, Inh: Paul u. Otto Joost xyxy=(186,586,503,631)
directory-entry: — Wwe., G. A., Schuhwarenlag., BCto: C.- u. D.-B., ☎ V, 9547, Hoheluftchaussee 88, ☒ 30 xyxy=(516,287,833,316)
directory-entry: — Wilh., Lederhandl., Hühnerposten 14 xyxy=(1176,901,1375,916)
directory-entry: — Wwe., Israel, Heinrich Barth-Str. 17, ☒ 13 xyxy=(846,358,1072,373)
directory-entry: — Herm., Schuhmachermstr., Schwanenwik 28, ☒ 24 xyxy=(516,330,783,345)
directory-entry: Wilhelm Josephs, IR, Jutew., BCto: Nordd. B., Bst: v. Pf. 2, T.Adr: Emballage, ☎ III, 3452, gr. Bleichen 67, ☒ 36, Wohn: ☎ V, 7813, Weidenallee 63a, ☒ 6 xyxy=(846,1029,1163,1074)
directory-entry: — Wwe., Lina, Erlenkamp 12, ☒ 24 xyxy=(516,501,697,516)
directory-entry: Josephy — xyxy=(846,1159,901,1174)
header-rule xyxy=(190,222,1480,224)
directory-entry: — Gustav, Wwe Jordan & Nicol, Sechslingspforte 16, ☒ 24 xyxy=(516,272,813,287)
directory-entry: Joost & Krohn, IR, Agentur u. Kommission, BCto: Deutsche B. Fil. Hbg., ☎ III, 369, Catharinenstr. 5, Inh: Alb. Joost xyxy=(186,772,503,816)
directory-entry: — Paul, Maler, Hellkamp 86, ☒ 31 xyxy=(1176,844,1351,859)
directory-entry: Jordemann, Carl, Arbtr., Baustr. 14, H. 3 xyxy=(516,930,716,945)
directory-entry: Jopp, A., Övelgönnerstr. 2, ☒ 19 xyxy=(186,873,348,888)
directory-entry: — Herm., Zollaufseh., Kattrepelsbrücke 4/8, ☒ 1 xyxy=(516,358,760,373)
directory-entry: Josepeit Wwe, Aug., Kreuzweg 15, ☒ 5 xyxy=(516,1402,713,1417)
directory-entry: — Frl. Martha, Schneiderin, Wandsbeckerchaussee 116, H. A, ☒ 23 xyxy=(1176,758,1494,788)
directory-entry: — W., Geibelstr. 51, ☒ 39 xyxy=(186,730,317,745)
directory-entry: St. Josephs-Kirche, Kathol. Kirche, Bullenhuserdamm 35, ☒ 35. Näheres Abschn. V, s. Inhaltsverz. xyxy=(846,1073,1163,1102)
